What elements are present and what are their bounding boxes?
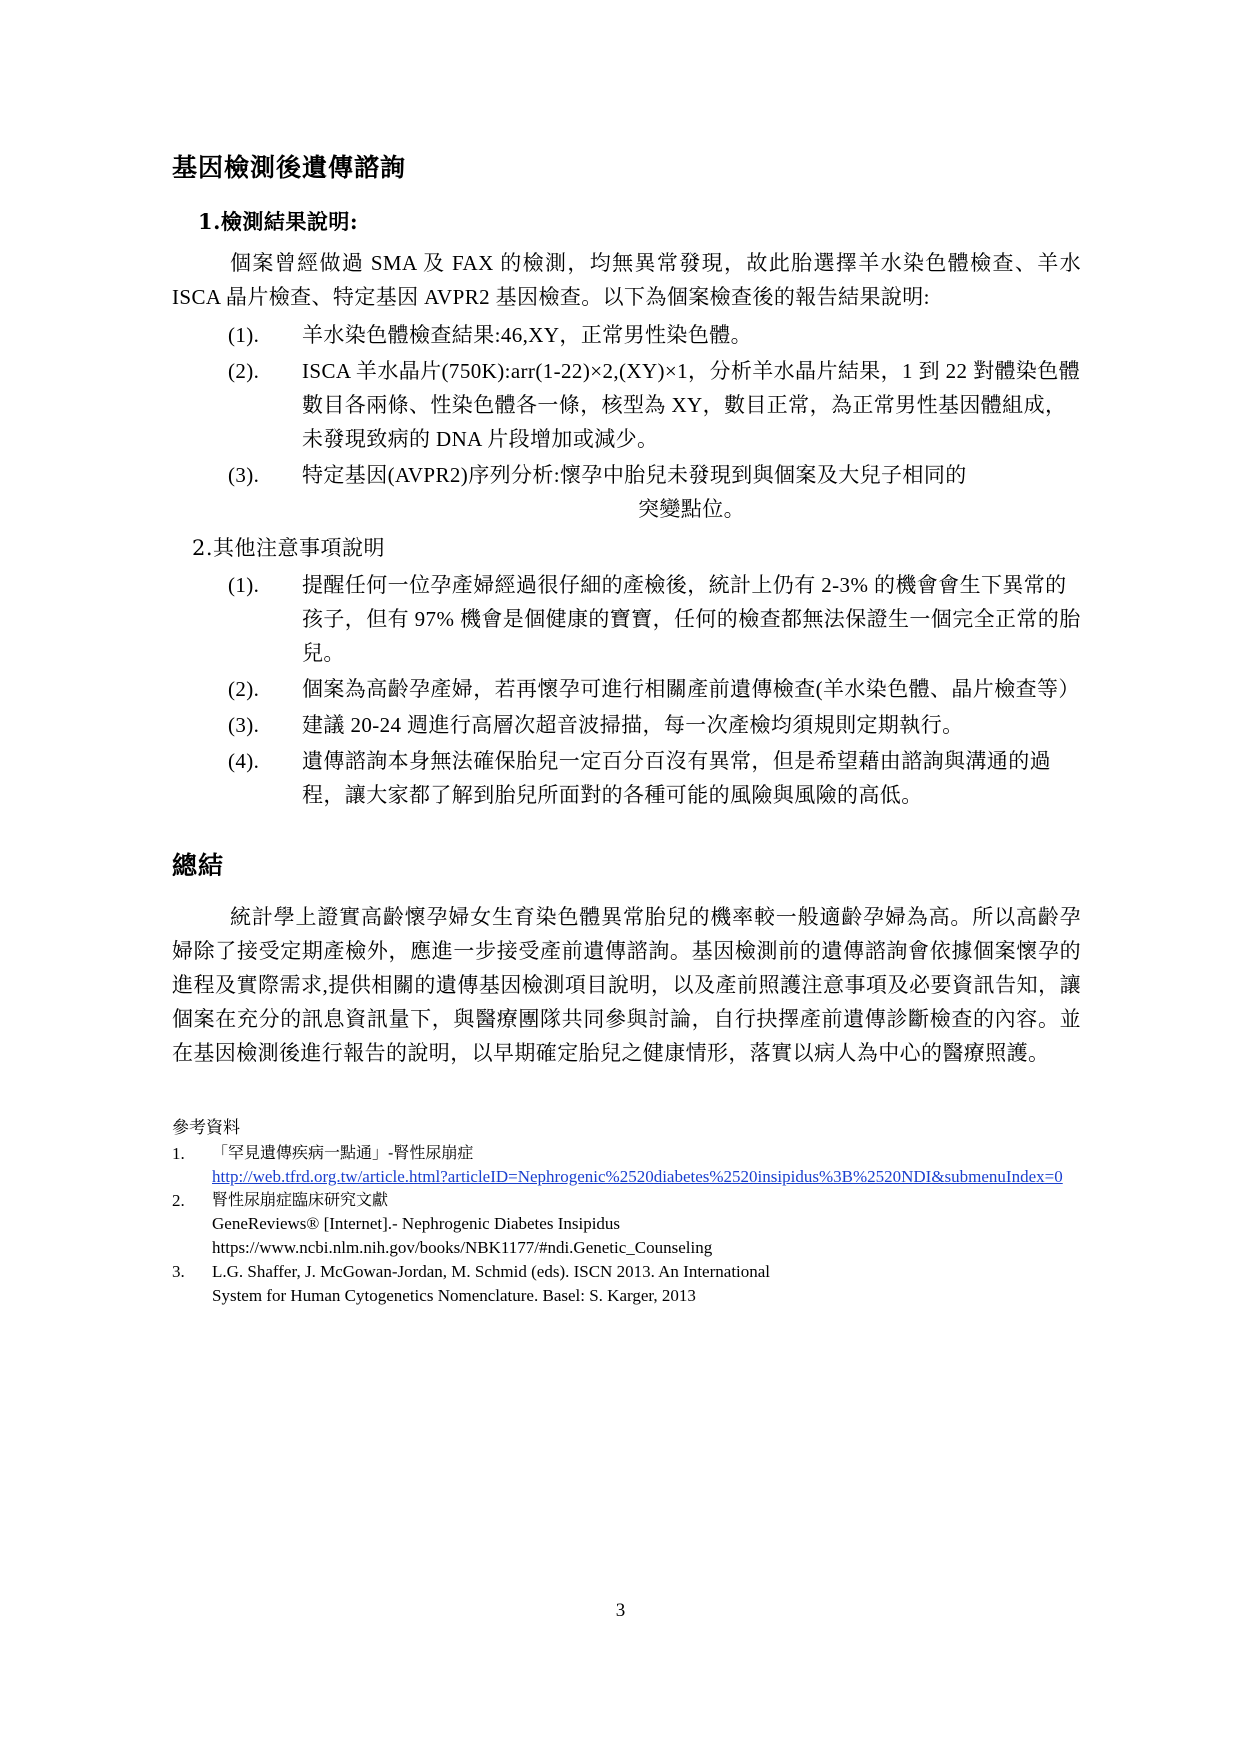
reference-line: System for Human Cytogenetics Nomenclature. Basel: S. Karger, 2013: [212, 1286, 696, 1306]
reference-item: [172, 1142, 1081, 1189]
list-item-text-continued: 突變點位。: [638, 497, 745, 522]
reference-line: L.G. Shaffer, J. McGowan-Jordan, M. Schmid (eds). ISCN 2013. An International: [212, 1262, 771, 1282]
list-item: [228, 318, 1081, 352]
reference-link[interactable]: https://www.ncbi.nlm.nih.gov/books/NBK1177/#ndi.Genetic_Counseling: [212, 1238, 713, 1258]
list-item: [228, 708, 1081, 742]
reference-line: 腎性尿崩症臨床研究文獻: [212, 1190, 389, 1210]
reference-body: [212, 1260, 1081, 1308]
page-number: 3: [615, 1600, 626, 1621]
list-item: [228, 354, 1081, 456]
reference-link[interactable]: http://web.tfrd.org.tw/article.html?articleID=Nephrogenic%2520diabetes%2520insipidus%3B%2520NDI&submenuIndex=0: [212, 1167, 1063, 1187]
references-title: 參考資料: [172, 1118, 240, 1139]
list-item: [228, 568, 1081, 670]
reference-number: 3.: [172, 1262, 185, 1282]
list-item-text: 提醒任何一位孕產婦經過很仔細的產檢後，統計上仍有 2-3% 的機會會生下異常的孩子，但有 97% 機會是個健康的寶寶，任何的檢查都無法保證生一個完全正常的胎兒。: [302, 573, 1081, 666]
list-item-text: 建議 20-24 週進行高層次超音波掃描，每一次產檢均須規則定期執行。: [302, 713, 964, 738]
section-1-intro: 個案曾經做過 SMA 及 FAX 的檢測，均無異常發現，故此胎選擇羊水染色體檢查、羊水 ISCA 晶片檢查、特定基因 AVPR2 基因檢查。以下為個案檢查後的報告結果說明:: [172, 251, 1081, 310]
reference-number: 2.: [172, 1191, 185, 1211]
page-title: 基因檢測後遺傳諮詢: [172, 153, 407, 182]
reference-line: 「罕見遺傳疾病一點通」-腎性尿崩症: [212, 1143, 474, 1163]
section-1-title: 1.檢測結果說明:: [198, 209, 359, 234]
list-item: [228, 458, 1081, 526]
list-item: [228, 672, 1081, 706]
list-item-text: 遺傳諮詢本身無法確保胎兒一定百分百沒有異常，但是希望藉由諮詢與溝通的過程，讓大家都了解到胎兒所面對的各種可能的風險與風險的高低。: [302, 749, 1051, 808]
list-item-label: (3).: [228, 713, 260, 738]
list-item-label: (3).: [228, 463, 260, 488]
list-item-text: 羊水染色體檢查結果:46,XY，正常男性染色體。: [302, 323, 753, 348]
section-2-list: [172, 568, 1081, 812]
list-item-text: 個案為高齡孕產婦，若再懷孕可進行相關產前遺傳檢查(羊水染色體、晶片檢查等）: [302, 677, 1080, 702]
list-item-label: (4).: [228, 749, 260, 774]
references-section: [172, 1116, 1081, 1308]
reference-number: 1.: [172, 1144, 185, 1164]
summary-heading: 總結: [172, 851, 225, 881]
section-2-title: 2.其他注意事項說明: [192, 536, 386, 561]
reference-item: [172, 1189, 1081, 1260]
summary-text: 統計學上證實高齡懷孕婦女生育染色體異常胎兒的機率較一般適齡孕婦為高。所以高齡孕婦除了接受定期產檢外，應進一步接受產前遺傳諮詢。基因檢測前的遺傳諮詢會依據個案懷孕的進程及實際需求,提供相關的遺傳基因檢測項目說明，以及產前照護注意事項及必要資訊告知，讓個案在充分的訊息資訊量下，與醫療團隊共同參與討論，自行抉擇產前遺傳診斷檢查的內容。並在基因檢測後進行報告的說明，以早期確定胎兒之健康情形，落實以病人為中心的醫療照護。: [172, 905, 1081, 1066]
list-item-label: (1).: [228, 573, 260, 598]
reference-body: [212, 1142, 1081, 1189]
list-item-text: 特定基因(AVPR2)序列分析:懷孕中胎兒未發現到與個案及大兒子相同的: [302, 463, 967, 488]
list-item: [228, 744, 1081, 812]
reference-line: GeneReviews® [Internet].- Nephrogenic Diabetes Insipidus: [212, 1214, 621, 1233]
section-1-list: [172, 318, 1081, 526]
list-item-label: (2).: [228, 677, 260, 702]
list-item-label: (2).: [228, 359, 260, 384]
reference-body: [212, 1189, 1081, 1260]
list-item-label: (1).: [228, 323, 260, 348]
reference-item: [172, 1260, 1081, 1308]
list-item-text: ISCA 羊水晶片(750K):arr(1-22)×2,(XY)×1，分析羊水晶片結果，1 到 22 對體染色體數目各兩條、性染色體各一條，核型為 XY，數目正常，為正常男性基因體組成，未發現致病的 DNA 片段增加或減少。: [302, 359, 1081, 452]
